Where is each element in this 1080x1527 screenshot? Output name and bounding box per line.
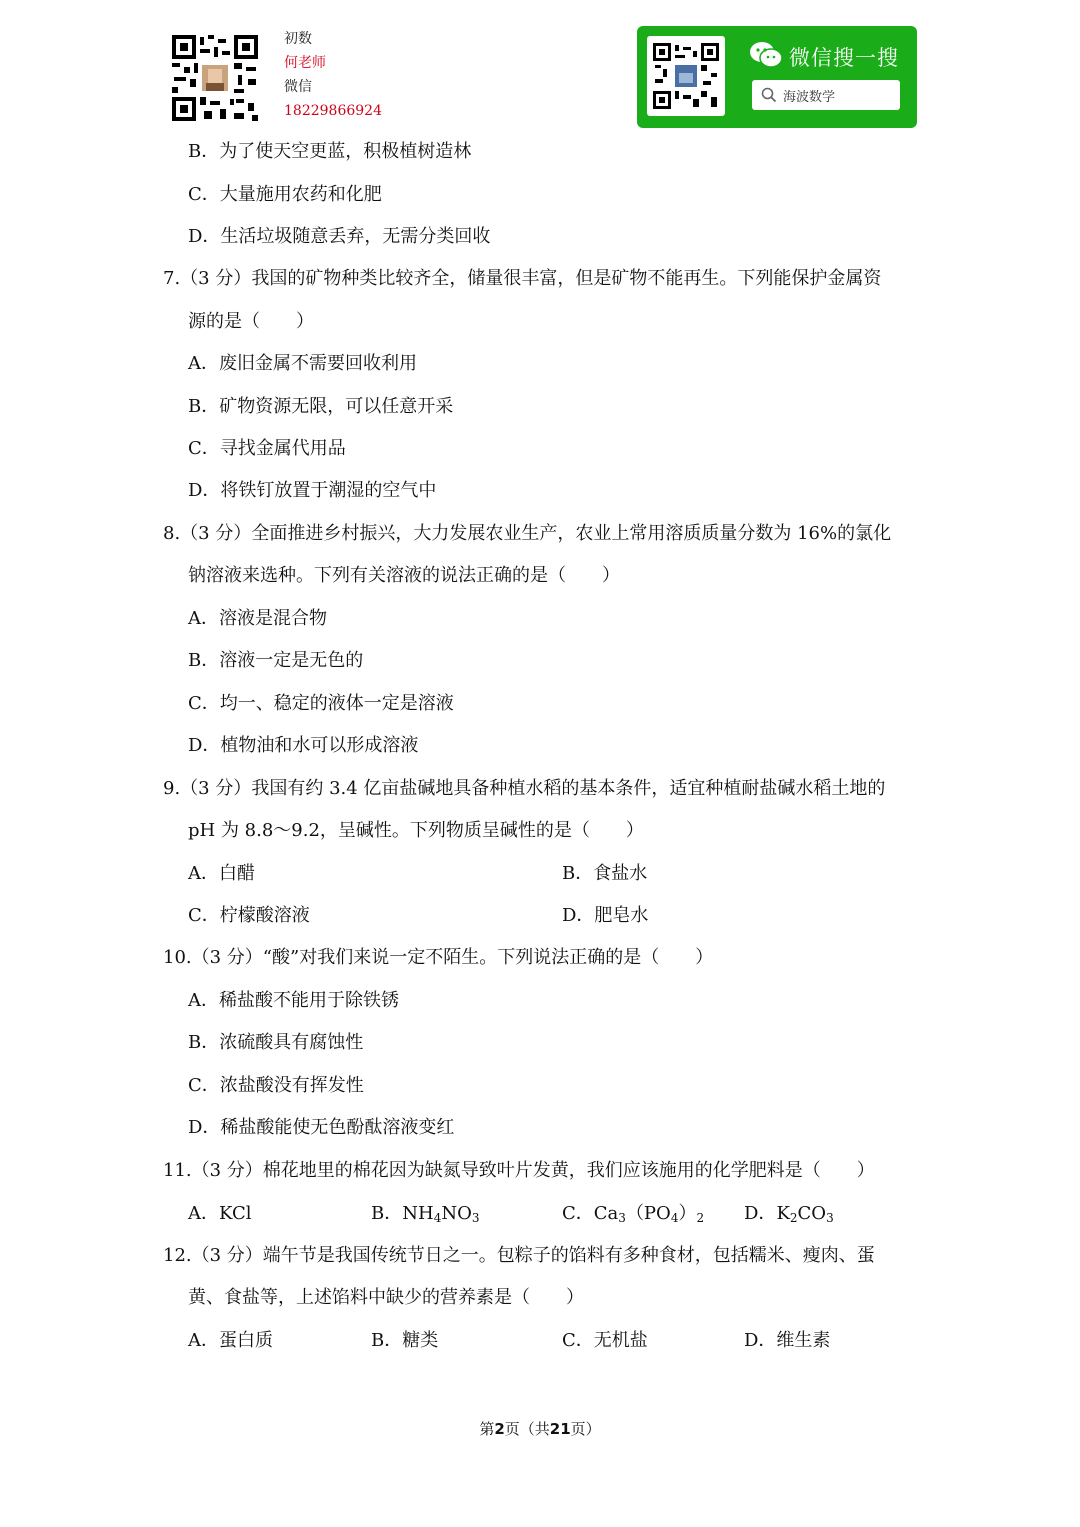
q8-stem-line-1: 8.（3 分）全面推进乡村振兴，大力发展农业生产，农业上常用溶质质量分数为 16%的氯化: [163, 523, 892, 544]
formula-subscript: 3: [618, 1211, 626, 1225]
search-icon: [761, 87, 777, 103]
q7-option-c: C．寻找金属代用品: [188, 438, 346, 459]
wechat-logo-icon: [749, 40, 783, 70]
q9-stem-line-1: 9.（3 分）我国有约 3.4 亿亩盐碱地具备种植水稻的基本条件，适宜种植耐盐碱水稻土地的: [163, 778, 886, 799]
q11-option-d: [744, 1201, 834, 1227]
wechat-search-box: [752, 80, 900, 110]
q10-option-a: A．稀盐酸不能用于除铁锈: [188, 990, 399, 1011]
wechat-search-text: 海波数学: [783, 90, 836, 105]
formula-part: （PO: [625, 1203, 671, 1224]
wechat-card-title: 微信搜一搜: [789, 46, 899, 70]
q9-option-b: B．食盐水: [562, 863, 648, 884]
q8-option-d: D．植物油和水可以形成溶液: [188, 735, 419, 756]
q11-formula-kcl: KCl: [219, 1203, 252, 1224]
q7-option-b: B．矿物资源无限，可以任意开采: [188, 396, 454, 417]
q9-option-c: C．柠檬酸溶液: [188, 905, 310, 926]
q10-option-b: B．浓硫酸具有腐蚀性: [188, 1032, 364, 1053]
footer-page-number: 2: [494, 1420, 505, 1438]
contact-block: [284, 27, 382, 123]
q11-option-c-letter: C．: [562, 1203, 594, 1224]
q12-option-b: B．糖类: [371, 1330, 439, 1351]
wechat-search-card: [637, 26, 917, 128]
footer-suffix: 页）: [570, 1420, 601, 1438]
q11-option-c: [562, 1201, 704, 1227]
formula-part: NO: [441, 1203, 472, 1224]
q8-stem-line-2: 钠溶液来选种。下列有关溶液的说法正确的是（ ）: [188, 565, 620, 586]
q8-option-a: A．溶液是混合物: [188, 608, 327, 629]
q11-option-d-letter: D．: [744, 1203, 777, 1224]
q6-option-c: C．大量施用农药和化肥: [188, 184, 382, 205]
q6-option-d: D．生活垃圾随意丢弃，无需分类回收: [188, 226, 491, 247]
q11-option-a-letter: A．: [188, 1203, 219, 1224]
q7-stem-line-1: 7.（3 分）我国的矿物种类比较齐全，储量很丰富，但是矿物不能再生。下列能保护金属资: [163, 268, 882, 289]
q7-option-a: A．废旧金属不需要回收利用: [188, 353, 417, 374]
q10-option-c: C．浓盐酸没有挥发性: [188, 1075, 364, 1096]
qr-code-left: [170, 33, 260, 123]
q7-stem-line-2: 源的是（ ）: [188, 311, 314, 332]
formula-part: Ca: [593, 1203, 619, 1224]
q12-stem-line-1: 12.（3 分）端午节是我国传统节日之一。包粽子的馅料有多种食材，包括糯米、瘦肉、蛋: [163, 1245, 875, 1266]
q11-option-b: [371, 1201, 479, 1227]
q12-option-c: C．无机盐: [562, 1330, 648, 1351]
footer-middle: 页（共: [504, 1420, 550, 1438]
formula-subscript: 2: [696, 1211, 705, 1225]
contact-line-3: 微信: [284, 79, 312, 95]
q8-option-b: B．溶液一定是无色的: [188, 650, 364, 671]
formula-part: ）: [678, 1203, 697, 1224]
q7-option-d: D．将铁钉放置于潮湿的空气中: [188, 480, 437, 501]
formula-subscript: 3: [826, 1211, 834, 1225]
q6-option-b: B．为了使天空更蓝，积极植树造林: [188, 141, 472, 162]
contact-line-1: 初数: [284, 31, 312, 47]
contact-line-2: 何老师: [284, 55, 326, 71]
q8-option-c: C．均一、稳定的液体一定是溶液: [188, 693, 454, 714]
q9-option-a: A．白醋: [188, 863, 255, 884]
footer-prefix: 第: [479, 1420, 495, 1438]
formula-part: CO: [797, 1203, 827, 1224]
formula-subscript: 3: [471, 1211, 480, 1225]
q9-stem-line-2: pH 为 8.8～9.2，呈碱性。下列物质呈碱性的是（ ）: [188, 820, 644, 841]
q10-option-d: D．稀盐酸能使无色酚酞溶液变红: [188, 1117, 455, 1138]
q12-stem-line-2: 黄、食盐等，上述馅料中缺少的营养素是（ ）: [188, 1287, 584, 1308]
q11-option-b-letter: B．: [371, 1203, 403, 1224]
q12-option-d: D．维生素: [744, 1330, 831, 1351]
formula-subscript: 4: [433, 1211, 442, 1225]
formula-subscript: 4: [670, 1211, 679, 1225]
q12-option-a: A．蛋白质: [188, 1330, 273, 1351]
page-footer: [0, 1418, 1080, 1439]
formula-subscript: 2: [789, 1211, 798, 1225]
formula-part: NH: [402, 1203, 434, 1224]
q11-option-a: [188, 1201, 252, 1227]
q11-stem: 11.（3 分）棉花地里的棉花因为缺氮导致叶片发黄，我们应该施用的化学肥料是（ ）: [163, 1160, 875, 1181]
contact-phone: 18229866924: [284, 103, 382, 119]
qr-code-right: [647, 36, 725, 116]
q9-option-d: D．肥皂水: [562, 905, 649, 926]
footer-total-pages: 21: [549, 1420, 571, 1438]
q10-stem: 10.（3 分）“酸”对我们来说一定不陌生。下列说法正确的是（ ）: [163, 947, 714, 968]
formula-part: K: [776, 1203, 790, 1224]
